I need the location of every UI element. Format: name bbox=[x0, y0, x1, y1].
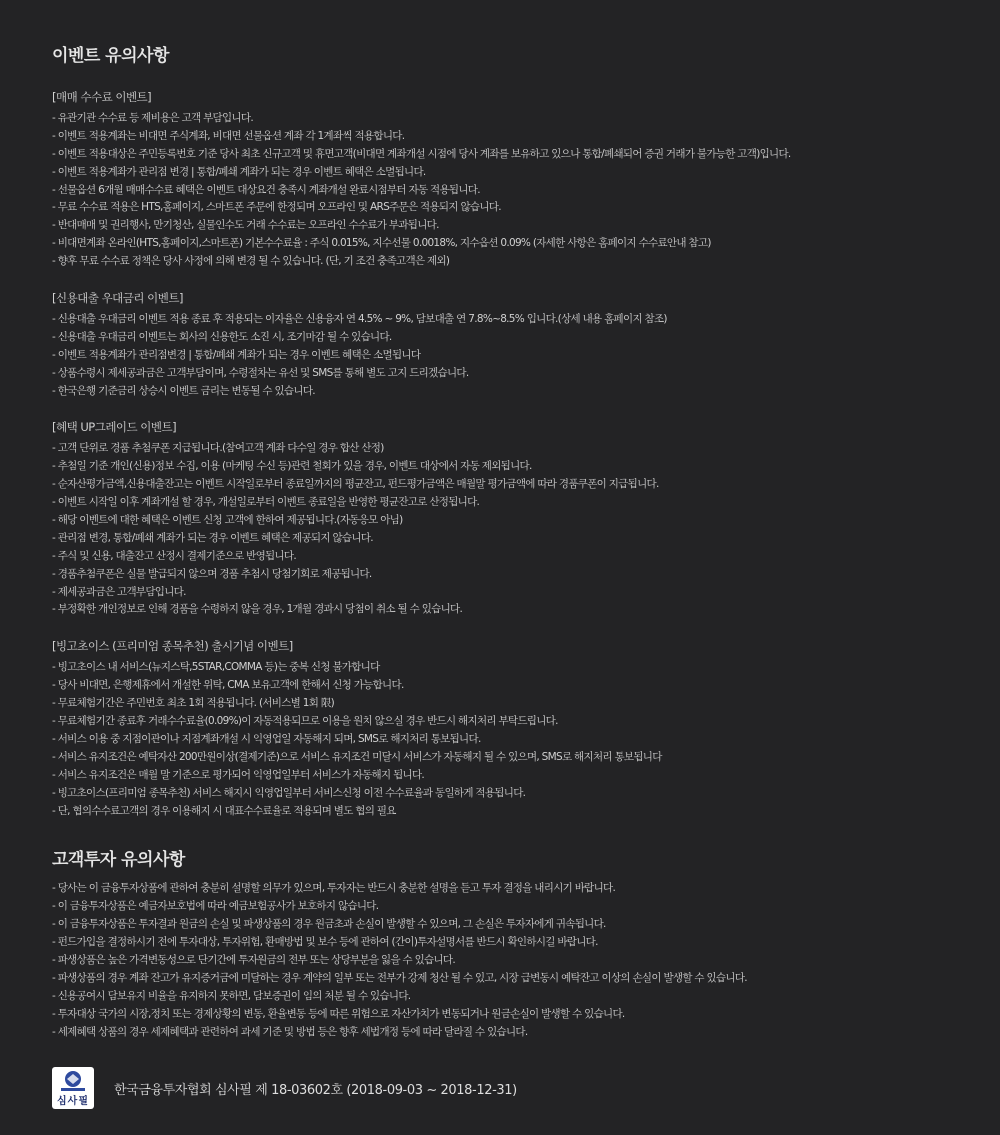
list-item: - 빙고초이스(프리미엄 종목추천) 서비스 해지시 익영업일부터 서비스신청 이전 수수료율과 동일하게 적용됩니다. bbox=[52, 786, 526, 799]
list-item: - 서비스 유지조건은 예탁자산 200만원이상(결제기준)으로 서비스 유지조건 미달시 서비스가 자동해지 될 수 있으며, SMS로 해지처리 통보됩니다 bbox=[52, 750, 662, 763]
section-upgrade-event bbox=[52, 418, 952, 619]
event-notice-title: 이벤트 유의사항 bbox=[52, 46, 169, 66]
list-item: - 펀드가입을 결정하시기 전에 투자대상, 투자위험, 환매방법 및 보수 등에 관하여 (간이)투자설명서를 반드시 확인하시길 바랍니다. bbox=[52, 936, 598, 949]
review-approval-text: 한국금융투자협회 심사필 제 18-03602호 (2018-09-03 ~ 2018-12-31) bbox=[114, 1082, 517, 1098]
section-title: [신용대출 우대금리 이벤트] bbox=[52, 291, 183, 306]
list-item: - 빙고초이스 내 서비스(뉴지스탁,5STAR,COMMA 등)는 중복 신청 불가합니다 bbox=[52, 661, 380, 674]
seal-emblem-icon bbox=[58, 1070, 88, 1092]
list-item: - 서비스 이용 중 지점이관이나 지점계좌개설 시 익영업일 자동해지 되며, SMS로 해지처리 통보됩니다. bbox=[52, 732, 481, 745]
list-item: - 파생상품의 경우 계좌 잔고가 유지증거금에 미달하는 경우 계약의 일부 또는 전부가 강제 청산 될 수 있고, 시장 급변동시 예탁잔고 이상의 손실이 발생할 수 있습니다. bbox=[52, 971, 747, 984]
list-item: - 순자산평가금액,신용대출잔고는 이벤트 시작일로부터 종료일까지의 평균잔고, 펀드평가금액은 매월말 평가금액에 따라 경품쿠폰이 지급됩니다. bbox=[52, 478, 659, 491]
section-title: [빙고초이스 (프리미엄 종목추천) 출시기념 이벤트] bbox=[52, 639, 293, 654]
section-title: [혜택 UP그레이드 이벤트] bbox=[52, 420, 177, 435]
list-item: - 신용대출 우대금리 이벤트 적용 종료 후 적용되는 이자율은 신용융자 연 4.5% ~ 9%, 담보대출 연 7.8%~8.5% 입니다.(상세 내용 홈페이지 참조) bbox=[52, 313, 667, 326]
list-item: - 이벤트 적용계좌는 비대면 주식계좌, 비대면 선물옵션 계좌 각 1계좌씩 적용합니다. bbox=[52, 129, 405, 142]
list-item: - 비대면계좌 온라인(HTS,홈페이지,스마트폰) 기본수수료율 : 주식 0.015%, 지수선물 0.0018%, 지수옵션 0.09% (자세한 사항은 홈페이지 수수료안내 참고) bbox=[52, 237, 711, 250]
list-item: - 무료 수수료 적용은 HTS,홈페이지, 스마트폰 주문에 한정되며 오프라인 및 ARS주문은 적용되지 않습니다. bbox=[52, 201, 501, 214]
list-item: - 이벤트 적용계좌가 관리점변경 | 통합/폐쇄 계좌가 되는 경우 이벤트 혜택은 소멸됩니다 bbox=[52, 348, 421, 361]
list-item: - 신용공여시 담보유지 비율을 유지하지 못하면, 담보증권이 임의 처분 될 수 있습니다. bbox=[52, 989, 411, 1002]
list-item: - 이 금융투자상품은 투자결과 원금의 손실 및 파생상품의 경우 원금초과 손실이 발생할 수 있으며, 그 손실은 투자자에게 귀속됩니다. bbox=[52, 918, 606, 931]
list-item: - 이벤트 시작일 이후 계좌개설 할 경우, 개설일로부터 이벤트 종료일을 반영한 평균잔고로 산정됩니다. bbox=[52, 496, 480, 509]
list-item: - 상품수령시 제세공과금은 고객부담이며, 수령절차는 유선 및 SMS를 통해 별도 고지 드리겠습니다. bbox=[52, 366, 469, 379]
list-item: - 당사는 이 금융투자상품에 관하여 충분히 설명할 의무가 있으며, 투자자는 반드시 충분한 설명을 듣고 투자 결정을 내리시기 바랍니다. bbox=[52, 882, 616, 895]
notice-list bbox=[52, 311, 952, 400]
list-item: - 당사 비대면, 은행제휴에서 개설한 위탁, CMA 보유고객에 한해서 신청 가능합니다. bbox=[52, 679, 404, 692]
notice-container bbox=[52, 42, 952, 1041]
investor-notice-title: 고객투자 유의사항 bbox=[52, 850, 185, 871]
notice-list bbox=[52, 110, 952, 271]
list-item: - 이벤트 적용대상은 주민등록번호 기준 당사 최초 신규고객 및 휴면고객(비대면 계좌개설 시점에 당사 계좌를 보유하고 있으나 통합/폐쇄되어 증권 거래가 불가능한 고객)입니다. bbox=[52, 147, 791, 160]
list-item: - 선물옵션 6개월 매매수수료 혜택은 이벤트 대상요건 충족시 계좌개설 완료시점부터 자동 적용됩니다. bbox=[52, 183, 480, 196]
section-credit-loan-event bbox=[52, 289, 952, 400]
list-item: - 이벤트 적용계좌가 관리점 변경 | 통합/폐쇄 계좌가 되는 경우 이벤트 혜택은 소멸됩니다. bbox=[52, 165, 426, 178]
review-seal-logo bbox=[52, 1067, 94, 1109]
list-item: - 신용대출 우대금리 이벤트는 회사의 신용한도 소진 시, 조기마감 될 수 있습니다. bbox=[52, 330, 392, 343]
list-item: - 제세공과금은 고객부담입니다. bbox=[52, 585, 186, 598]
list-item: - 무료체험기간 종료후 거래수수료율(0.09%)이 자동적용되므로 이용을 원치 않으실 경우 반드시 해지처리 부탁드립니다. bbox=[52, 715, 558, 728]
list-item: - 추첨일 기준 개인(신용)정보 수집, 이용 (마케팅 수신 등)관련 철회가 있을 경우, 이벤트 대상에서 자동 제외됩니다. bbox=[52, 460, 532, 473]
section-title: [매매 수수료 이벤트] bbox=[52, 90, 152, 104]
list-item: - 고객 단위로 경품 추첨쿠폰 지급됩니다.(참여고객 계좌 다수일 경우 합산 산정) bbox=[52, 442, 384, 455]
section-bingo-choice-event bbox=[52, 637, 952, 820]
list-item: - 관리점 변경, 통합/폐쇄 계좌가 되는 경우 이벤트 혜택은 제공되지 않습니다. bbox=[52, 531, 373, 544]
notice-list bbox=[52, 880, 952, 1041]
list-item: - 투자대상 국가의 시장,정치 또는 경제상황의 변동, 환율변동 등에 따른 위험으로 자산가치가 변동되거나 원금손실이 발생할 수 있습니다. bbox=[52, 1007, 625, 1020]
list-item: - 파생상품은 높은 가격변동성으로 단기간에 투자원금의 전부 또는 상당부분을 잃을 수 있습니다. bbox=[52, 953, 456, 966]
investor-notice bbox=[52, 846, 952, 1041]
footer bbox=[52, 1066, 517, 1110]
list-item: - 부정확한 개인정보로 인해 경품을 수령하지 않을 경우, 1개월 경과시 당첨이 취소 될 수 있습니다. bbox=[52, 603, 463, 616]
notice-list bbox=[52, 440, 952, 619]
section-fee-event bbox=[52, 88, 952, 271]
list-item: - 향후 무료 수수료 정책은 당사 사정에 의해 변경 될 수 있습니다. (단, 기 조건 충족고객은 제외) bbox=[52, 255, 450, 268]
list-item: - 서비스 유지조건은 매월 말 기준으로 평가되어 익영업일부터 서비스가 자동해지 됩니다. bbox=[52, 768, 425, 781]
list-item: - 세제혜택 상품의 경우 세제혜택과 관련하여 과세 기준 및 방법 등은 향후 세법개정 등에 따라 달라질 수 있습니다. bbox=[52, 1025, 528, 1038]
list-item: - 무료체험기간은 주민번호 최초 1회 적용됩니다. (서비스별 1회 限) bbox=[52, 697, 335, 710]
list-item: - 주식 및 신용, 대출잔고 산정시 결제기준으로 반영됩니다. bbox=[52, 549, 297, 562]
notice-list bbox=[52, 659, 952, 820]
list-item: - 해당 이벤트에 대한 혜택은 이벤트 신청 고객에 한하여 제공됩니다.(자동응모 아님) bbox=[52, 514, 403, 527]
list-item: - 경품추첨쿠폰은 실물 발급되지 않으며 경품 추첨시 당첨기회로 제공됩니다. bbox=[52, 567, 372, 580]
list-item: - 한국은행 기준금리 상승시 이벤트 금리는 변동될 수 있습니다. bbox=[52, 384, 315, 397]
list-item: - 단, 협의수수료고객의 경우 이용해지 시 대표수수료율로 적용되며 별도 협의 필요 bbox=[52, 804, 396, 817]
list-item: - 유관기관 수수료 등 제비용은 고객 부담입니다. bbox=[52, 112, 253, 124]
seal-label: 심사필 bbox=[57, 1096, 89, 1107]
list-item: - 반대매매 및 권리행사, 만기청산, 실물인수도 거래 수수료는 오프라인 수수료가 부과됩니다. bbox=[52, 219, 439, 232]
list-item: - 이 금융투자상품은 예금자보호법에 따라 예금보험공사가 보호하지 않습니다. bbox=[52, 900, 379, 913]
